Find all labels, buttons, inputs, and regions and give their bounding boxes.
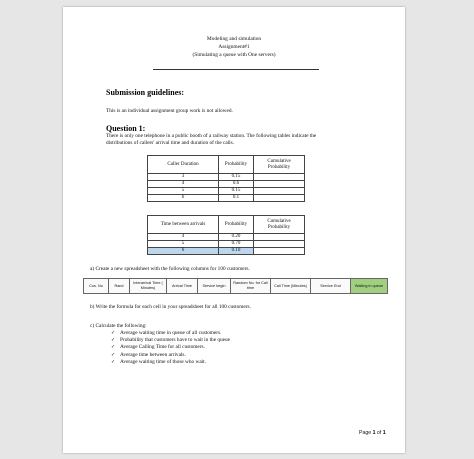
item-a-text: a) Create a new spreadsheet with the following columns for 100 customers. (90, 266, 250, 272)
table-cell (254, 248, 305, 255)
list-item: ✓ Probability that customers have to wait in the queue (111, 337, 231, 344)
table-cell: 0.70 (219, 241, 254, 248)
table-cell: 5 (148, 241, 219, 248)
question-line-1: There is only one telephone in a public booth of a railway station. The following tables indicate the (106, 133, 317, 139)
table-cell (254, 234, 305, 241)
caller-duration-table (147, 155, 305, 202)
guidelines-text: This is an individual assignment group work is not allowed. (106, 108, 233, 114)
table-cell (254, 181, 305, 188)
column-header: Cus. No (84, 279, 109, 294)
check-icon: ✓ (111, 358, 116, 365)
table-cell (254, 174, 305, 181)
document-page (63, 7, 405, 453)
check-icon: ✓ (111, 351, 116, 358)
doc-title: Modeling and simulation (206, 36, 262, 42)
doc-subtitle: Assignment#1 (218, 44, 250, 50)
table-row (148, 248, 305, 255)
table-cell (254, 188, 305, 195)
column-header: Service End (311, 279, 351, 294)
table-row (148, 181, 305, 188)
table-cell: 0.6 (219, 181, 254, 188)
table-row (148, 195, 305, 202)
column-header: Call Time (Minutes) (271, 279, 311, 294)
table-cell: 3 (148, 174, 219, 181)
table1-header-probability: Probability (219, 156, 254, 174)
list-item: ✓ Average Calling Time for all customers. (111, 344, 205, 351)
column-header: Random No. for Call time (231, 279, 271, 294)
table-cell: 0.1 (219, 195, 254, 202)
doc-description: (Simulating a queue with One servers) (192, 52, 276, 58)
item-c-text: c) Calculate the following: (90, 323, 147, 329)
calculation-list (111, 330, 230, 366)
time-between-arrivals-table (147, 215, 305, 255)
table-row (148, 234, 305, 241)
table-cell (254, 195, 305, 202)
check-icon: ✓ (111, 337, 116, 344)
table-cell: 4 (148, 234, 219, 241)
table-row (148, 174, 305, 181)
item-b-text: b) Write the formula for each cell in your spreadsheet for all 100 customers. (90, 304, 251, 310)
page-number: Page 1 of 1 (359, 430, 386, 436)
table-cell: 0.15 (219, 174, 254, 181)
table2-header-time: Time between arrivals (148, 216, 219, 234)
table2-header-cumulative: Cumulative Probability (254, 216, 305, 234)
list-item: ✓ Average waiting time in queue of all customers. (111, 330, 222, 336)
spreadsheet-columns-table (83, 278, 388, 294)
table-cell: 6 (148, 195, 219, 202)
column-header: Service begin (198, 279, 231, 294)
table-row (84, 279, 388, 294)
check-icon: ✓ (111, 330, 116, 336)
table-cell (254, 241, 305, 248)
table-cell: 4 (148, 181, 219, 188)
column-header: Interarrival Time ( Minutes) (130, 279, 167, 294)
guidelines-heading: Submission guidelines: (106, 88, 185, 97)
column-header-waiting: Waiting in queue (351, 279, 388, 294)
question-line-2: distributions of callers' arrival time and duration of the calls. (106, 140, 235, 146)
list-item: ✓ Average waiting time of those who wait. (111, 358, 206, 365)
table-row (148, 241, 305, 248)
column-header: Arrival Time (167, 279, 198, 294)
question-heading: Question 1: (106, 124, 146, 133)
header-divider (153, 69, 319, 70)
table-cell: 0.15 (219, 188, 254, 195)
check-icon: ✓ (111, 344, 116, 351)
table2-header-probability: Probability (219, 216, 254, 234)
table-row (148, 188, 305, 195)
list-item: ✓ Average time between arrivals. (111, 351, 186, 358)
table-cell-selected: 0.10 (219, 248, 254, 255)
table-cell: 0.20 (219, 234, 254, 241)
table-cell-selected: 6 (148, 248, 219, 255)
table-cell: 5 (148, 188, 219, 195)
table1-header-cumulative: Cumulative Probability (254, 156, 305, 174)
column-header: Rand (109, 279, 130, 294)
table1-header-duration: Caller Duration (148, 156, 219, 174)
